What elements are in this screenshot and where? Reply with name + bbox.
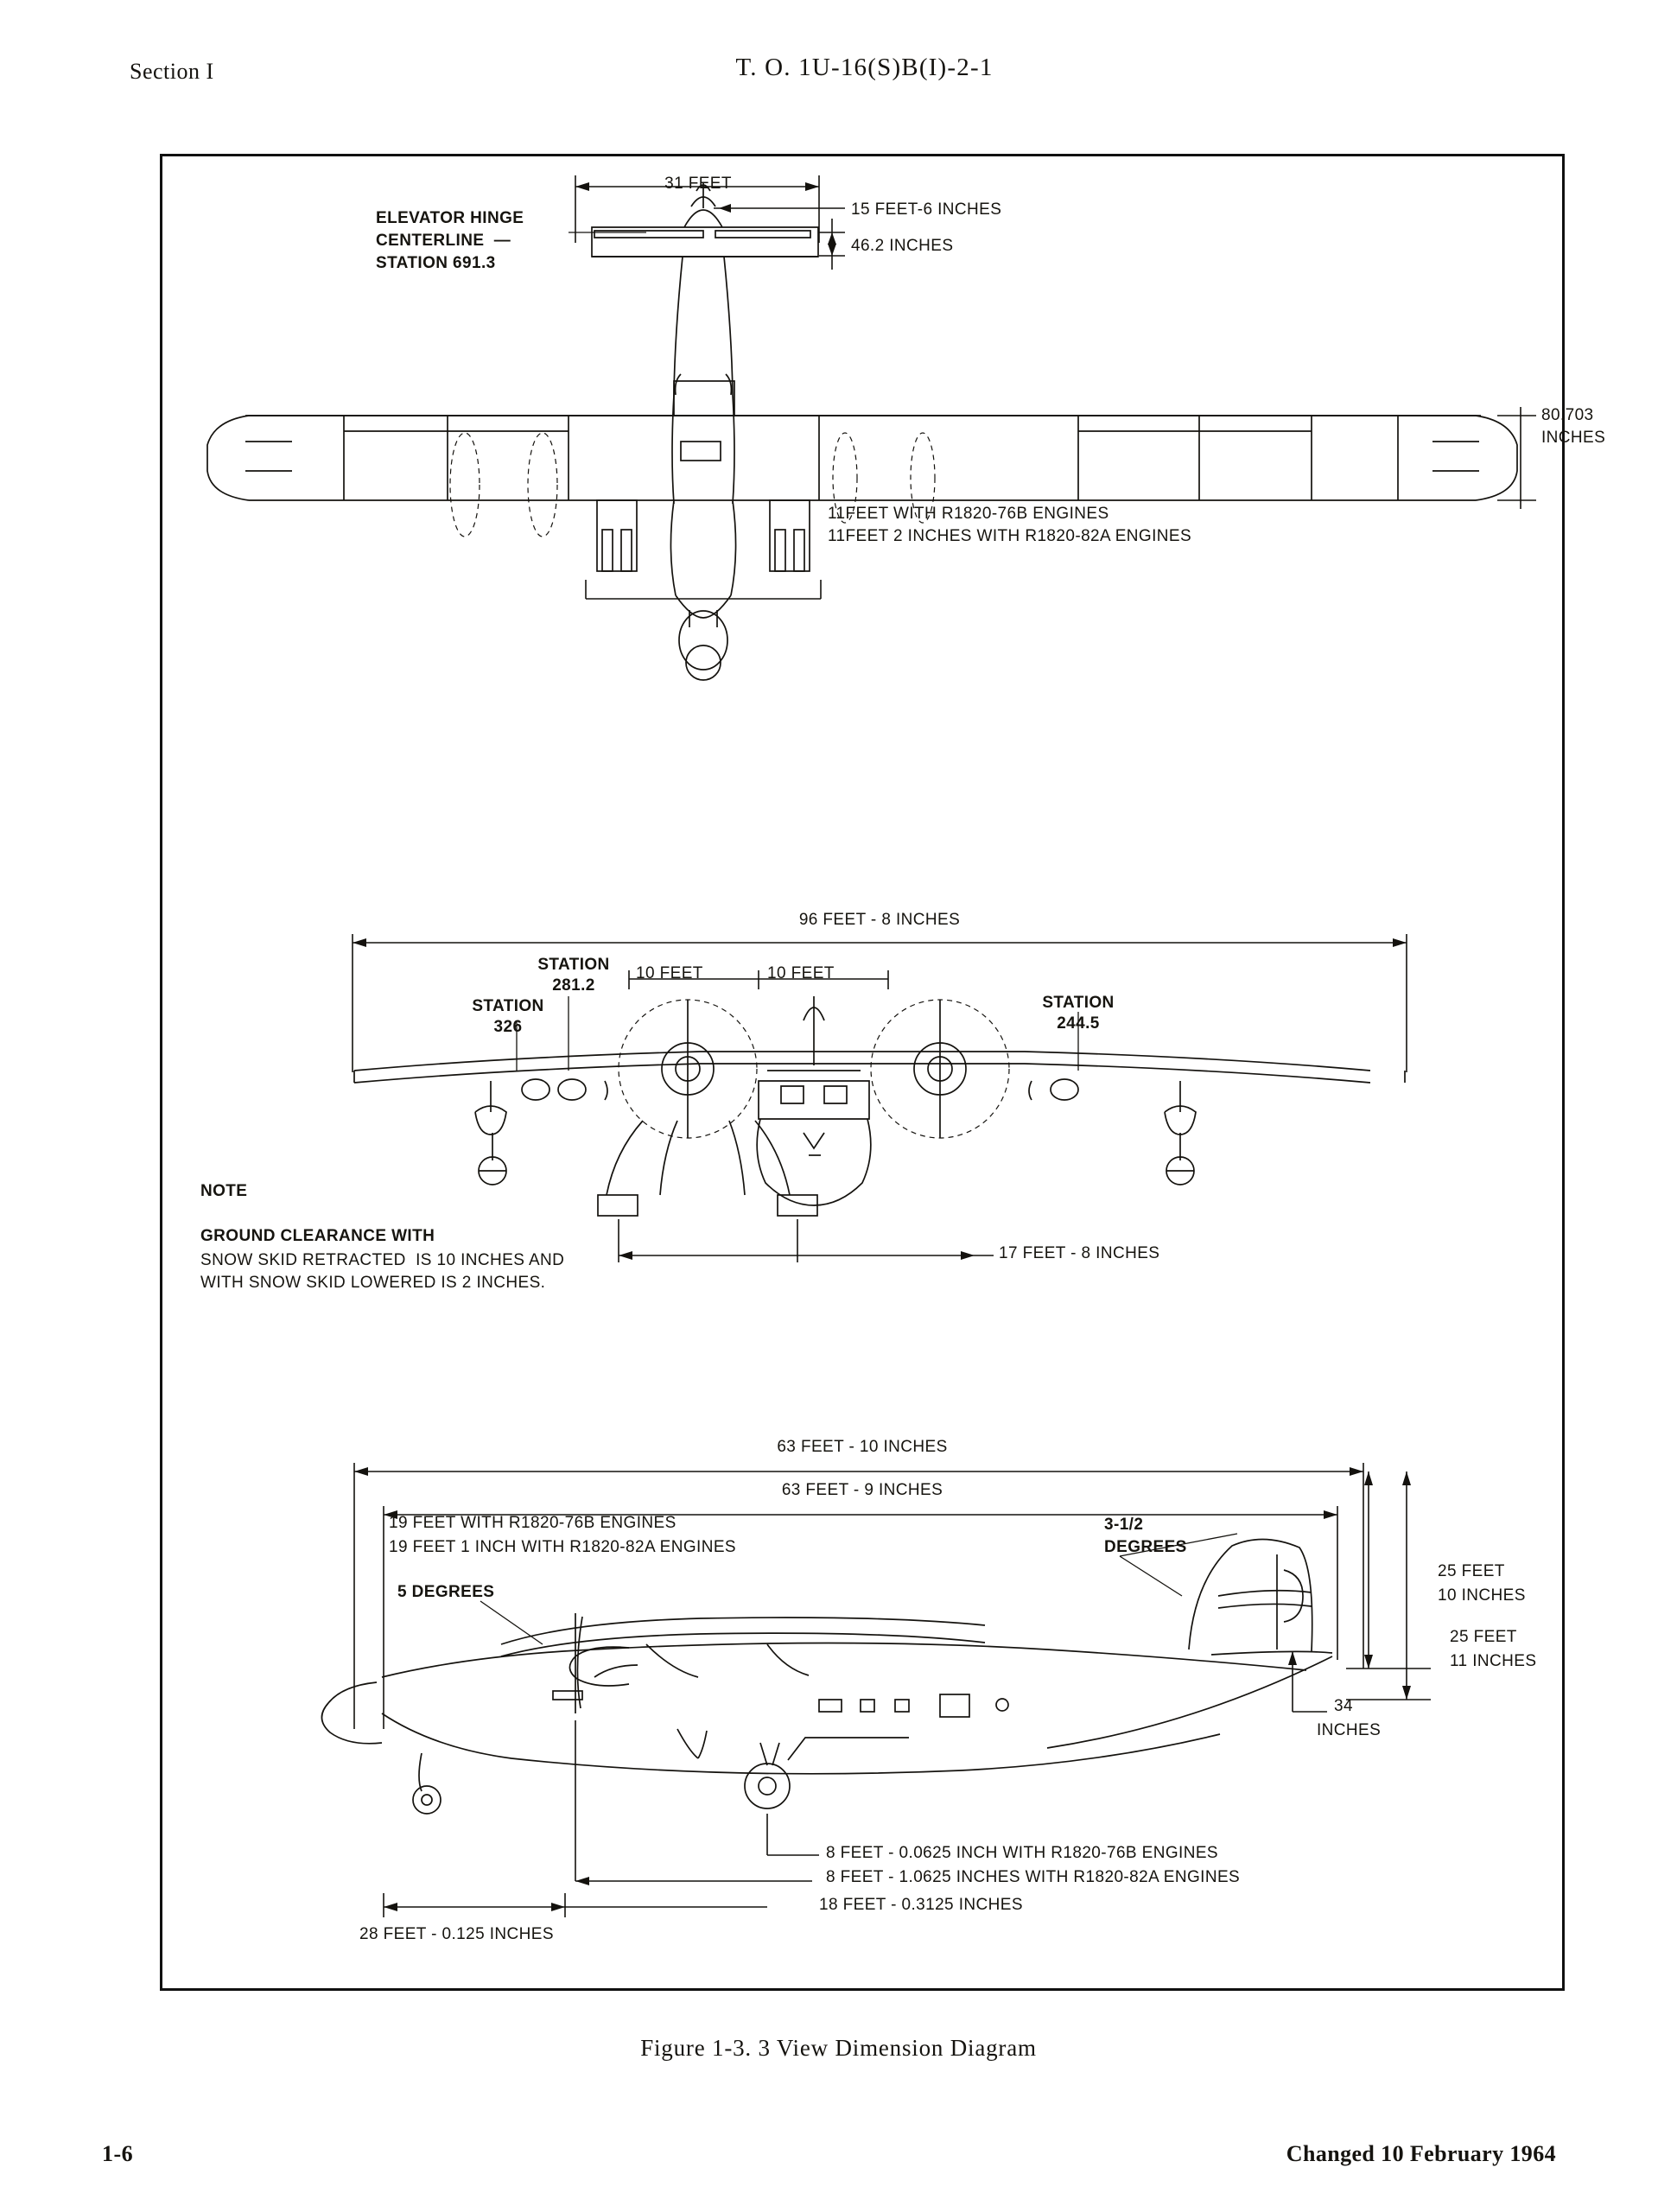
dim-tail-height-label: 15 FEET-6 INCHES xyxy=(851,200,1002,219)
dim-elevator-chord-label: 46.2 INCHES xyxy=(851,237,954,255)
note-line-3: WITH SNOW SKID LOWERED IS 2 INCHES. xyxy=(200,1274,546,1292)
angle-incidence-line2: DEGREES xyxy=(1104,1538,1187,1556)
tail-clearance-line2: INCHES xyxy=(1317,1721,1382,1739)
side-engine-note-82a: 19 FEET 1 INCH WITH R1820-82A ENGINES xyxy=(389,1538,736,1556)
angle-5-degrees-label: 5 DEGREES xyxy=(397,1583,495,1601)
dim-gear-track-label: 17 FEET - 8 INCHES xyxy=(999,1244,1160,1262)
elevator-hinge-line2: CENTERLINE — xyxy=(376,232,511,250)
dim-length-hull-label: 63 FEET - 9 INCHES xyxy=(781,1481,943,1499)
dim-wing-span-label: 96 FEET - 8 INCHES xyxy=(798,911,961,929)
page-number: 1-6 xyxy=(102,2141,134,2166)
prop-diameter-right-label: 10 FEET xyxy=(767,964,835,982)
note-line-1: GROUND CLEARANCE WITH xyxy=(200,1227,435,1245)
height-25-11-line1: 25 FEET xyxy=(1450,1628,1517,1646)
elevator-hinge-line1: ELEVATOR HINGE xyxy=(376,209,524,227)
figure-content xyxy=(162,156,1606,1988)
tail-clearance-line1: 34 xyxy=(1334,1697,1353,1715)
tip-chord-line2: INCHES xyxy=(1541,429,1606,447)
note-title: NOTE xyxy=(200,1182,248,1200)
figure-frame xyxy=(160,154,1606,1991)
revision-date: Changed 10 February 1964 xyxy=(1286,2141,1556,2166)
height-25-10-line2: 10 INCHES xyxy=(1438,1586,1526,1605)
engine-note-82a-top: 11FEET 2 INCHES WITH R1820-82A ENGINES xyxy=(828,527,1192,545)
side-engine-note-76b: 19 FEET WITH R1820-76B ENGINES xyxy=(389,1514,677,1532)
dim-length-overall-label: 63 FEET - 10 INCHES xyxy=(777,1438,948,1456)
engine-note-76b-top: 11FEET WITH R1820-76B ENGINES xyxy=(828,505,1109,523)
page-header-section: Section I xyxy=(130,59,214,84)
note-line-2: SNOW SKID RETRACTED IS 10 INCHES AND xyxy=(200,1251,565,1269)
front-view-drawing xyxy=(162,917,1562,1383)
station-281-line2: 281.2 xyxy=(552,976,595,995)
prop-diameter-left-label: 10 FEET xyxy=(636,964,703,982)
station-28-feet-label: 28 FEET - 0.125 INCHES xyxy=(359,1925,554,1943)
height-25-11-line2: 11 INCHES xyxy=(1450,1652,1537,1670)
station-244-line1: STATION xyxy=(1042,994,1115,1012)
angle-incidence-line1: 3-1/2 xyxy=(1104,1516,1144,1534)
station-18-feet-label: 18 FEET - 0.3125 INCHES xyxy=(819,1896,1023,1914)
prop-clearance-82a: 8 FEET - 1.0625 INCHES WITH R1820-82A ENGINES xyxy=(826,1868,1241,1886)
dim-tail-span-label: 31 FEET xyxy=(664,175,732,193)
prop-clearance-76b: 8 FEET - 0.0625 INCH WITH R1820-76B ENGINES xyxy=(826,1844,1218,1862)
page-header-document-number: T. O. 1U-16(S)B(I)-2-1 xyxy=(735,54,994,81)
station-244-line2: 244.5 xyxy=(1057,1014,1100,1033)
station-281-line1: STATION xyxy=(537,956,610,974)
elevator-hinge-line3: STATION 691.3 xyxy=(376,254,496,272)
tip-chord-line1: 80.703 xyxy=(1541,406,1594,424)
height-25-10-line1: 25 FEET xyxy=(1438,1562,1505,1580)
station-326-line1: STATION xyxy=(472,997,544,1015)
station-326-line2: 326 xyxy=(493,1018,523,1036)
figure-caption: Figure 1-3. 3 View Dimension Diagram xyxy=(640,2035,1037,2061)
